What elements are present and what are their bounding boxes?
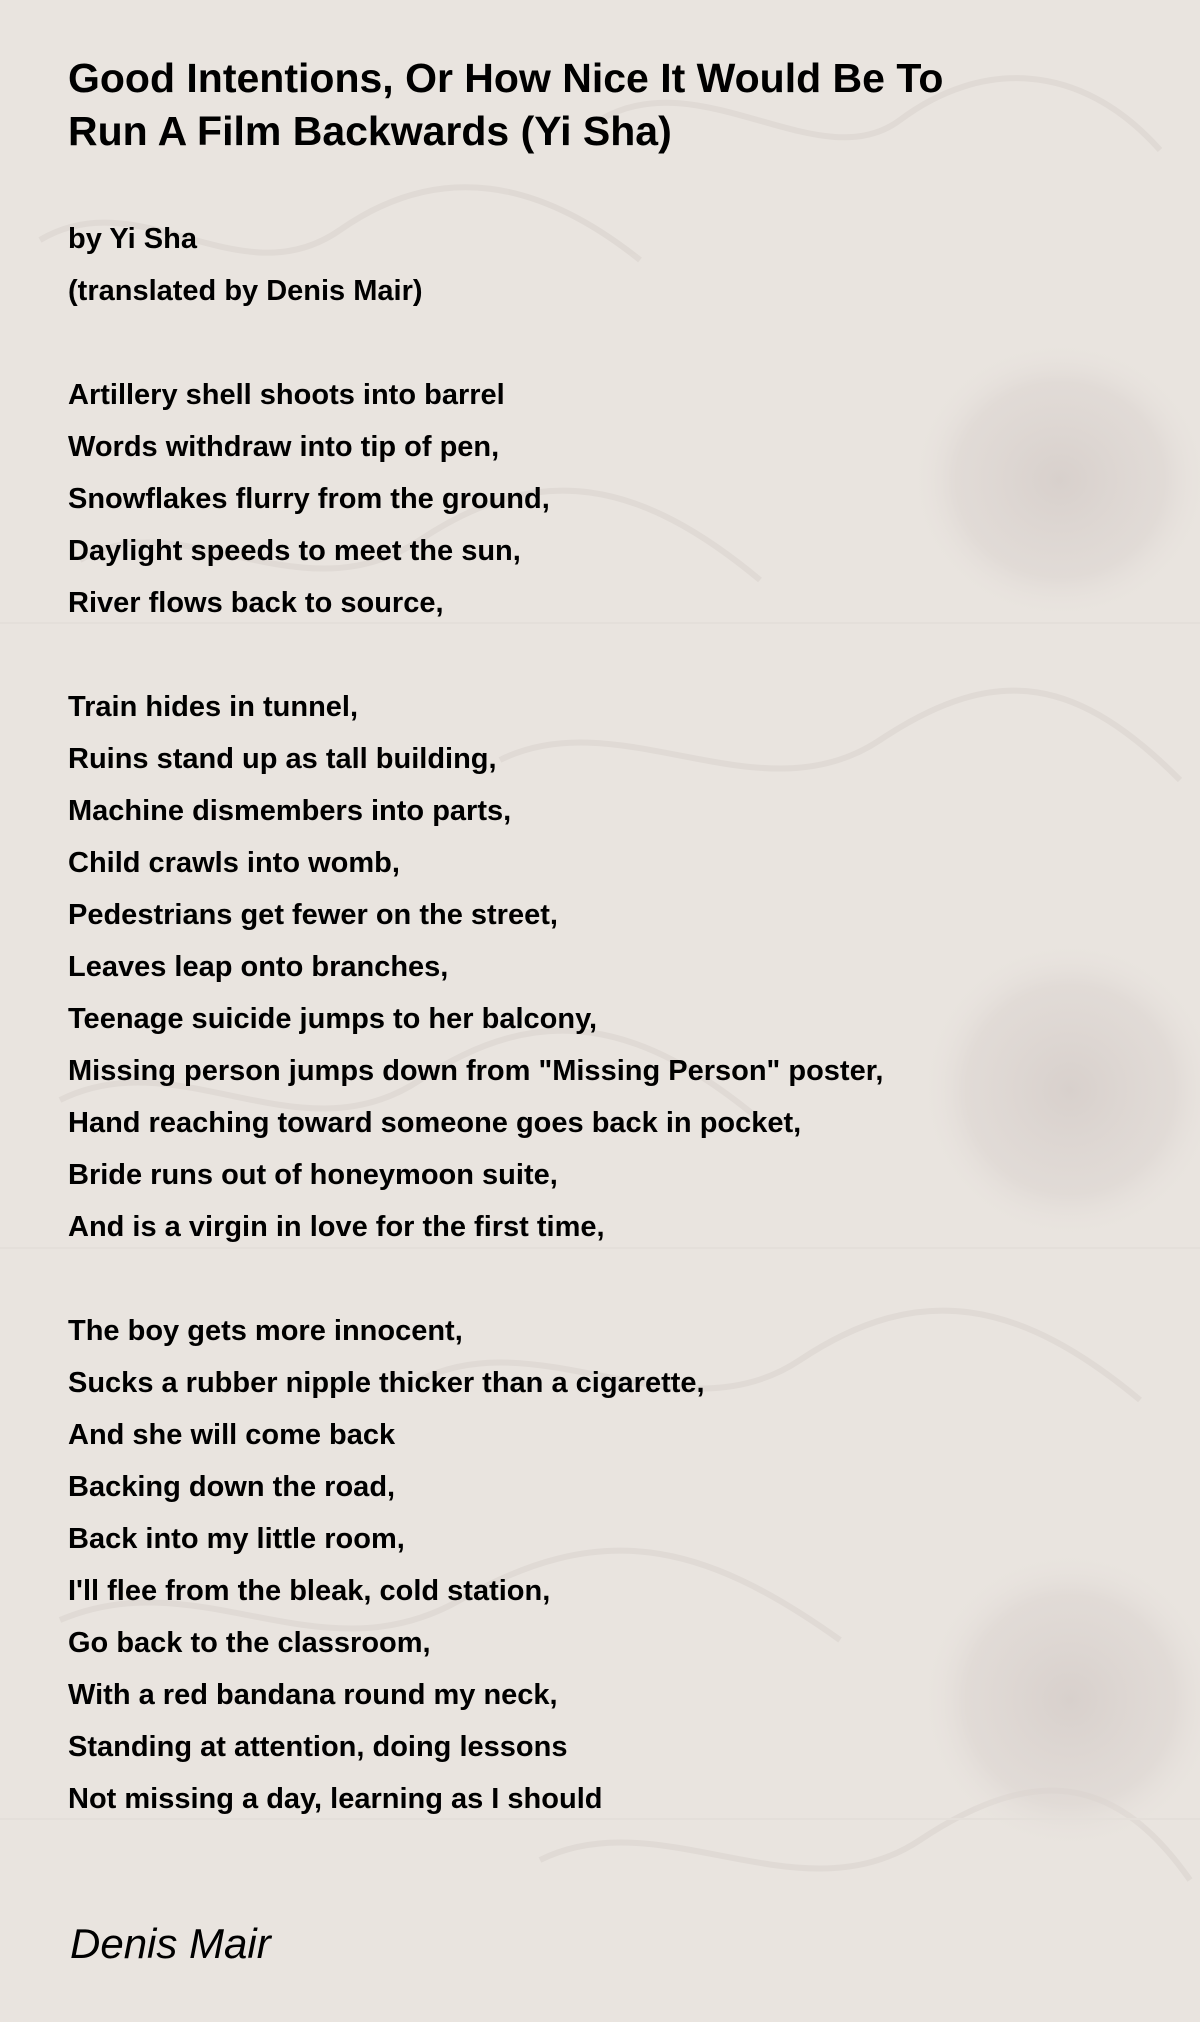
poem-title: Good Intentions, Or How Nice It Would Be To Run A Film Backwards (Yi Sha)	[68, 55, 944, 154]
poem-author-block	[68, 213, 1148, 317]
poem-line: Train hides in tunnel,	[68, 691, 359, 723]
poem-line: Standing at attention, doing lessons	[68, 1731, 568, 1763]
poem-line: Hand reaching toward someone goes back in pocket,	[68, 1107, 802, 1139]
poem-line: Snowflakes flurry from the ground,	[68, 483, 550, 515]
poem-line: And she will come back	[68, 1419, 396, 1451]
stanza-3	[68, 1305, 1148, 1825]
poet-signature: Denis Mair	[70, 1920, 271, 1967]
poem-line: Sucks a rubber nipple thicker than a cigarette,	[68, 1367, 705, 1399]
stanza-1	[68, 369, 1148, 629]
poem-line: River flows back to source,	[68, 587, 444, 619]
poem-container	[68, 52, 1148, 1825]
poem-line: Leaves leap onto branches,	[68, 951, 449, 983]
poem-line: Backing down the road,	[68, 1471, 396, 1503]
poem-line: Child crawls into womb,	[68, 847, 400, 879]
poem-line: The boy gets more innocent,	[68, 1315, 463, 1347]
stanza-2	[68, 681, 1148, 1253]
poem-line: And is a virgin in love for the first time,	[68, 1211, 605, 1243]
poem-line: Words withdraw into tip of pen,	[68, 431, 500, 463]
poem-line: Bride runs out of honeymoon suite,	[68, 1159, 558, 1191]
poem-line: Not missing a day, learning as I should	[68, 1783, 603, 1815]
poem-line: I'll flee from the bleak, cold station,	[68, 1575, 551, 1607]
poem-translator: (translated by Denis Mair)	[68, 275, 423, 307]
poem-line: Daylight speeds to meet the sun,	[68, 535, 521, 567]
poem-line: With a red bandana round my neck,	[68, 1679, 558, 1711]
poem-line: Teenage suicide jumps to her balcony,	[68, 1003, 598, 1035]
poem-line: Back into my little room,	[68, 1523, 405, 1555]
poem-line: Machine dismembers into parts,	[68, 795, 512, 827]
poem-line: Missing person jumps down from "Missing Person" poster,	[68, 1055, 884, 1087]
poem-line: Artillery shell shoots into barrel	[68, 379, 505, 411]
poem-line: Go back to the classroom,	[68, 1627, 431, 1659]
poem-line: Ruins stand up as tall building,	[68, 743, 497, 775]
poem-author: by Yi Sha	[68, 223, 197, 255]
poem-line: Pedestrians get fewer on the street,	[68, 899, 558, 931]
